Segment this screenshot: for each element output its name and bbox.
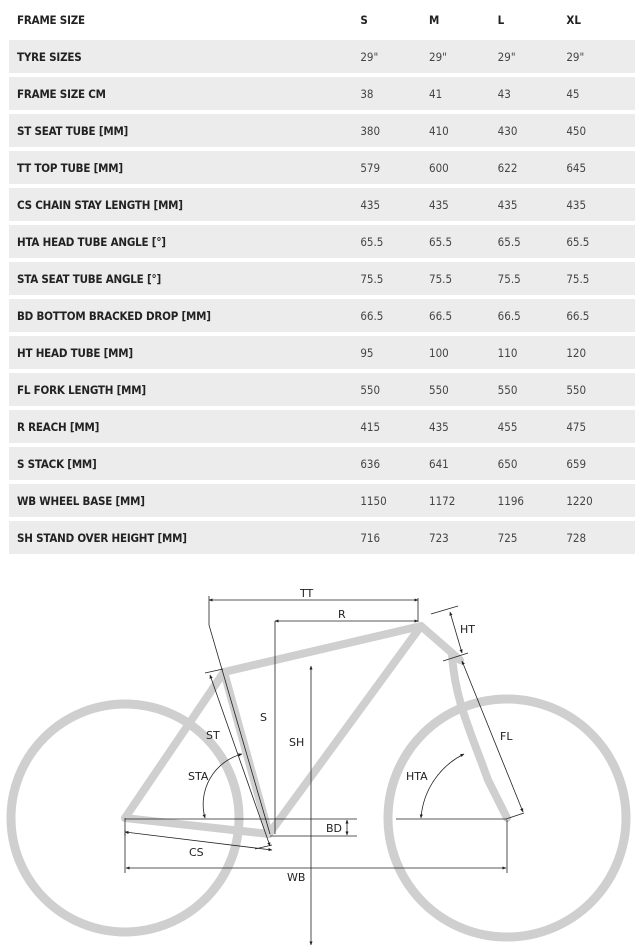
row-value: 435 (429, 197, 449, 212)
row-value: 415 (360, 419, 381, 434)
row-value: 1220 (566, 493, 593, 508)
row-value: 75.5 (566, 271, 590, 286)
table-row (9, 188, 635, 221)
label-tt: TT (300, 587, 314, 600)
table-row (9, 299, 635, 332)
row-value: 435 (566, 197, 587, 212)
row-label: FRAME SIZE CM (17, 86, 106, 101)
label-wb: WB (287, 871, 306, 884)
row-value: 435 (429, 419, 449, 434)
row-value: 65.5 (497, 234, 521, 249)
row-label: TT TOP TUBE [MM] (17, 160, 123, 175)
row-value: 659 (566, 456, 587, 471)
header-label: FRAME SIZE (17, 12, 85, 27)
row-value: 450 (566, 123, 587, 138)
row-value: 725 (497, 530, 518, 545)
row-value: 75.5 (360, 271, 384, 286)
row-value: 1172 (429, 493, 456, 508)
row-label: BD BOTTOM BRACKED DROP [MM] (17, 308, 211, 323)
row-value: 43 (497, 86, 511, 101)
label-ht: HT (460, 623, 475, 636)
row-value: 600 (429, 160, 449, 175)
row-value: 550 (360, 382, 381, 397)
row-value: 29" (360, 49, 379, 64)
row-value: 110 (497, 345, 518, 360)
row-value: 120 (566, 345, 587, 360)
table-row (9, 40, 635, 73)
table-row (9, 410, 635, 443)
row-value: 728 (566, 530, 587, 545)
row-value: 410 (429, 123, 449, 138)
row-value: 65.5 (566, 234, 590, 249)
label-s: S (260, 711, 267, 724)
label-cs: CS (189, 846, 204, 859)
label-bd: BD (326, 822, 343, 835)
row-value: 650 (497, 456, 518, 471)
row-value: 45 (566, 86, 580, 101)
geometry-table (9, 3, 635, 558)
row-value: 475 (566, 419, 587, 434)
row-value: 100 (429, 345, 449, 360)
bike-frame (125, 626, 507, 834)
row-value: 41 (429, 86, 443, 101)
table-row (9, 77, 635, 110)
row-label: CS CHAIN STAY LENGTH [MM] (17, 197, 183, 212)
row-label: R REACH [MM] (17, 419, 100, 434)
row-value: 1150 (360, 493, 387, 508)
row-value: 636 (360, 456, 381, 471)
table-row (9, 336, 635, 369)
label-hta: HTA (406, 770, 428, 783)
row-value: 716 (360, 530, 381, 545)
row-value: 1196 (497, 493, 524, 508)
row-label: ST SEAT TUBE [MM] (17, 123, 129, 138)
label-sta: STA (188, 770, 209, 783)
row-label: S STACK [MM] (17, 456, 97, 471)
row-value: 622 (497, 160, 518, 175)
table-row (9, 373, 635, 406)
table-row (9, 114, 635, 147)
row-value: 380 (360, 123, 381, 138)
row-label: HTA HEAD TUBE ANGLE [°] (17, 234, 166, 249)
table-row (9, 262, 635, 295)
label-sh: SH (289, 736, 305, 749)
header-size-xl: XL (566, 12, 581, 27)
row-label: WB WHEEL BASE [MM] (17, 493, 145, 508)
table-row (9, 225, 635, 258)
row-value: 38 (360, 86, 374, 101)
row-label: HT HEAD TUBE [MM] (17, 345, 133, 360)
label-r: R (338, 608, 346, 621)
table-row (9, 447, 635, 480)
row-value: 641 (429, 456, 449, 471)
row-value: 645 (566, 160, 587, 175)
row-value: 550 (429, 382, 449, 397)
row-value: 550 (566, 382, 587, 397)
row-value: 66.5 (360, 308, 384, 323)
row-value: 29" (429, 49, 447, 64)
row-label: TYRE SIZES (17, 49, 82, 64)
table-row (9, 521, 635, 554)
table-row (9, 151, 635, 184)
row-value: 29" (566, 49, 585, 64)
row-value: 65.5 (360, 234, 384, 249)
row-value: 550 (497, 382, 518, 397)
label-st: ST (206, 729, 220, 742)
row-label: FL FORK LENGTH [MM] (17, 382, 146, 397)
row-value: 66.5 (566, 308, 590, 323)
row-value: 66.5 (497, 308, 521, 323)
row-value: 95 (360, 345, 374, 360)
row-label: SH STAND OVER HEIGHT [MM] (17, 530, 187, 545)
header-size-l: L (497, 12, 505, 27)
row-value: 75.5 (497, 271, 521, 286)
label-fl: FL (500, 730, 513, 743)
row-value: 435 (497, 197, 518, 212)
row-value: 65.5 (429, 234, 453, 249)
row-value: 723 (429, 530, 449, 545)
row-value: 579 (360, 160, 381, 175)
table-header-row (9, 3, 635, 36)
row-value: 29" (497, 49, 516, 64)
row-value: 75.5 (429, 271, 453, 286)
header-size-s: S (360, 12, 368, 27)
row-value: 455 (497, 419, 518, 434)
row-value: 430 (497, 123, 518, 138)
bike-geometry-diagram (0, 575, 635, 952)
table-row (9, 484, 635, 517)
header-size-m: M (429, 12, 440, 27)
table-body (9, 40, 635, 554)
row-value: 435 (360, 197, 381, 212)
row-label: STA SEAT TUBE ANGLE [°] (17, 271, 161, 286)
row-value: 66.5 (429, 308, 453, 323)
